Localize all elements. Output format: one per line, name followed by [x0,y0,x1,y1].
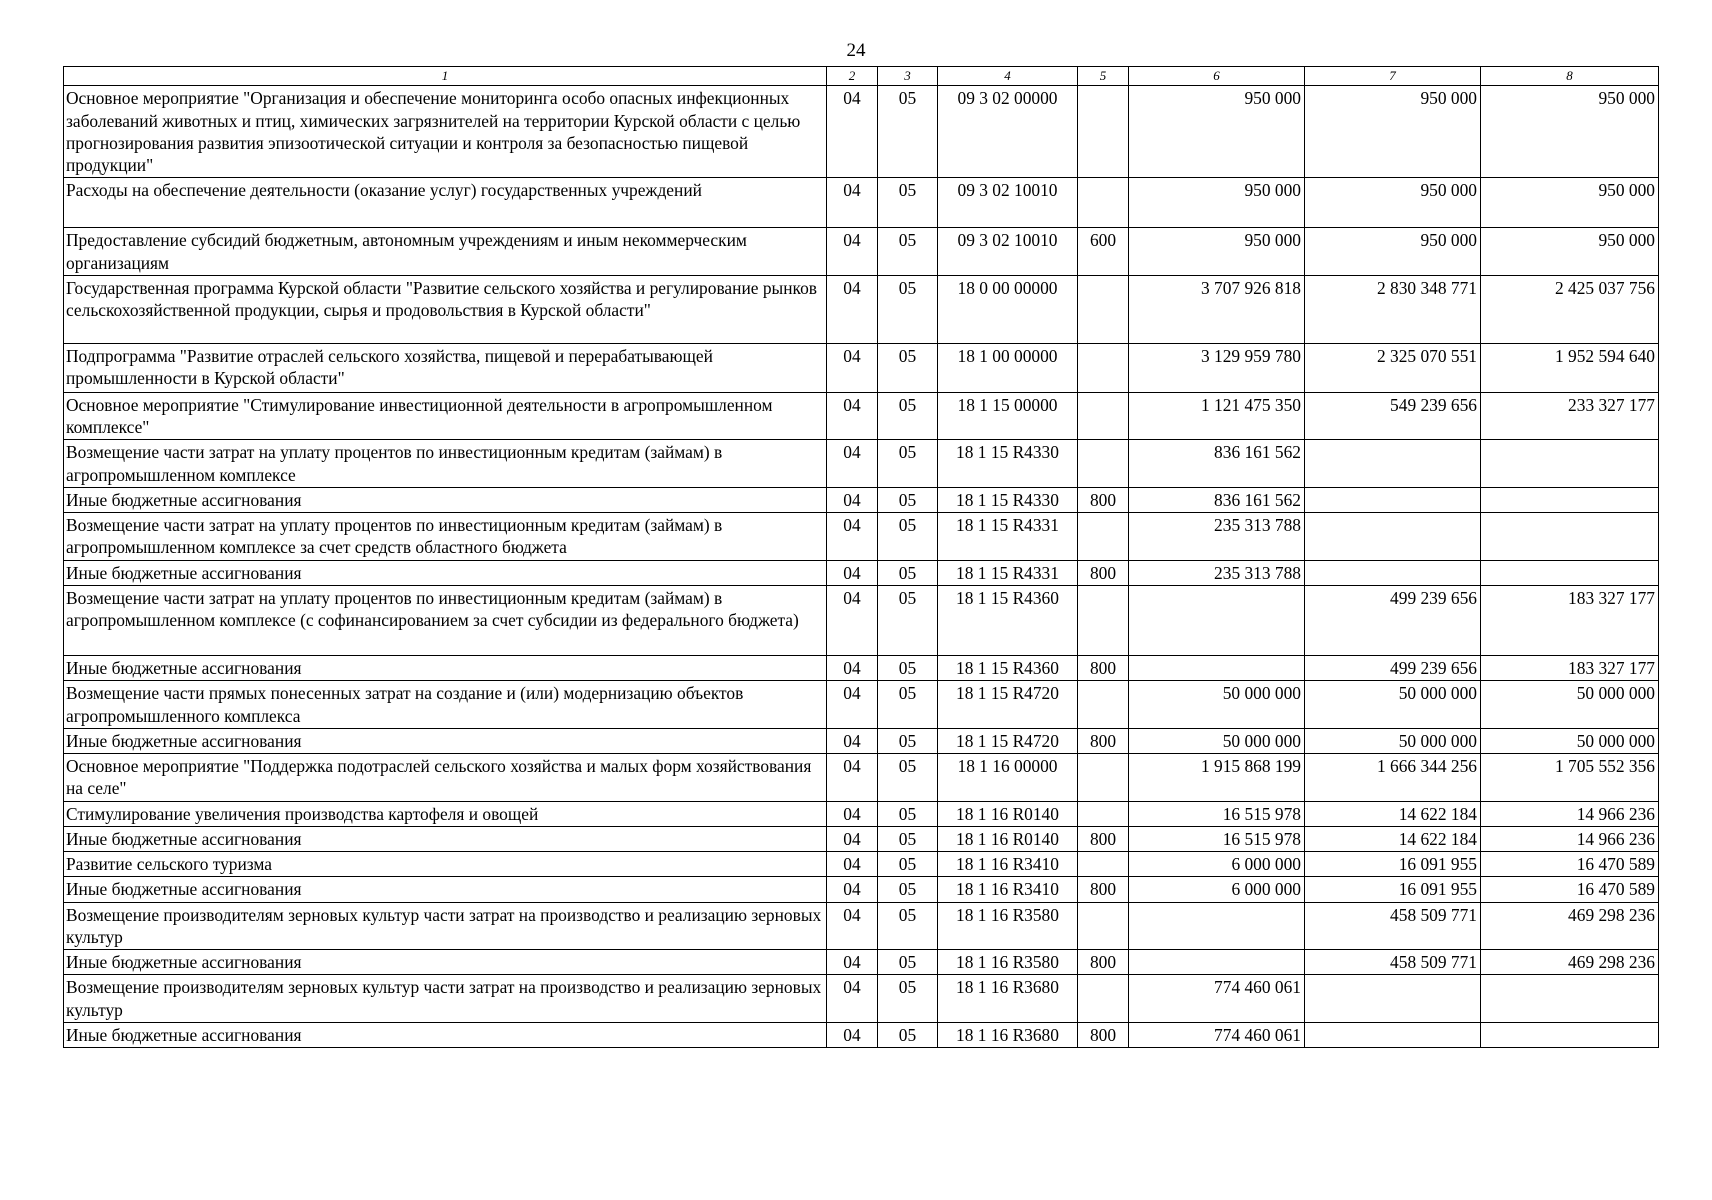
amount-col8-cell: 16 470 589 [1481,877,1659,902]
amount-col7-cell [1305,975,1481,1023]
column-header: 5 [1078,67,1129,86]
subsection-code-cell: 05 [878,343,938,392]
amount-col7-cell: 14 622 184 [1305,826,1481,851]
expense-type-cell: 600 [1078,228,1129,276]
expense-type-cell [1078,275,1129,343]
amount-col7-cell: 458 509 771 [1305,902,1481,950]
table-row [64,440,1659,488]
amount-col8-cell: 14 966 236 [1481,801,1659,826]
amount-col6-cell: 235 313 788 [1129,513,1305,561]
table-row [64,343,1659,392]
amount-col8-cell: 469 298 236 [1481,950,1659,975]
section-code-cell: 04 [827,586,878,656]
section-code-cell: 04 [827,975,878,1023]
amount-col8-cell [1481,487,1659,512]
table-row [64,586,1659,656]
section-code-cell: 04 [827,440,878,488]
target-article-cell: 18 1 15 R4330 [938,440,1078,488]
target-article-cell: 18 1 16 R0140 [938,801,1078,826]
table-row [64,560,1659,585]
table-row [64,826,1659,851]
target-article-cell: 09 3 02 10010 [938,178,1078,228]
amount-col8-cell [1481,975,1659,1023]
amount-col6-cell: 235 313 788 [1129,560,1305,585]
target-article-cell: 18 1 16 R3680 [938,1023,1078,1048]
subsection-code-cell: 05 [878,586,938,656]
amount-col7-cell: 16 091 955 [1305,877,1481,902]
column-header: 6 [1129,67,1305,86]
expense-type-cell: 800 [1078,656,1129,681]
amount-col7-cell: 950 000 [1305,86,1481,178]
table-row [64,656,1659,681]
subsection-code-cell: 05 [878,487,938,512]
subsection-code-cell: 05 [878,975,938,1023]
target-article-cell: 18 1 15 R4360 [938,656,1078,681]
subsection-code-cell: 05 [878,681,938,729]
row-name-cell: Возмещение части затрат на уплату процентов по инвестиционным кредитам (займам) в агропромышленном комплексе [64,440,827,488]
section-code-cell: 04 [827,754,878,802]
amount-col7-cell [1305,487,1481,512]
row-name-cell: Стимулирование увеличения производства картофеля и овощей [64,801,827,826]
subsection-code-cell: 05 [878,877,938,902]
table-row [64,275,1659,343]
row-name-cell: Иные бюджетные ассигнования [64,560,827,585]
table-row [64,728,1659,753]
row-name-cell: Основное мероприятие "Стимулирование инвестиционной деятельности в агропромышленном комплексе" [64,392,827,440]
target-article-cell: 18 0 00 00000 [938,275,1078,343]
expense-type-cell [1078,681,1129,729]
expense-type-cell [1078,178,1129,228]
amount-col6-cell: 3 707 926 818 [1129,275,1305,343]
amount-col8-cell [1481,440,1659,488]
amount-col7-cell: 950 000 [1305,228,1481,276]
section-code-cell: 04 [827,513,878,561]
section-code-cell: 04 [827,950,878,975]
amount-col6-cell [1129,656,1305,681]
amount-col8-cell: 1 952 594 640 [1481,343,1659,392]
row-name-cell: Подпрограмма "Развитие отраслей сельского хозяйства, пищевой и перерабатывающей промышленности в Курской области" [64,343,827,392]
column-header: 1 [64,67,827,86]
target-article-cell: 18 1 15 R4720 [938,681,1078,729]
target-article-cell: 18 1 16 R3580 [938,950,1078,975]
amount-col6-cell: 50 000 000 [1129,681,1305,729]
expense-type-cell [1078,586,1129,656]
expense-type-cell: 800 [1078,560,1129,585]
subsection-code-cell: 05 [878,754,938,802]
amount-col7-cell [1305,440,1481,488]
target-article-cell: 18 1 16 R3580 [938,902,1078,950]
section-code-cell: 04 [827,228,878,276]
page-number: 24 [846,40,866,61]
amount-col6-cell: 1 121 475 350 [1129,392,1305,440]
row-name-cell: Иные бюджетные ассигнования [64,656,827,681]
table-row [64,178,1659,228]
table-row [64,86,1659,178]
expense-type-cell: 800 [1078,728,1129,753]
column-header: 3 [878,67,938,86]
target-article-cell: 18 1 15 R4331 [938,560,1078,585]
subsection-code-cell: 05 [878,826,938,851]
subsection-code-cell: 05 [878,728,938,753]
table-row [64,392,1659,440]
target-article-cell: 18 1 00 00000 [938,343,1078,392]
section-code-cell: 04 [827,902,878,950]
row-name-cell: Развитие сельского туризма [64,852,827,877]
target-article-cell: 18 1 15 R4360 [938,586,1078,656]
amount-col8-cell: 2 425 037 756 [1481,275,1659,343]
row-name-cell: Иные бюджетные ассигнования [64,826,827,851]
table-row [64,487,1659,512]
expense-type-cell: 800 [1078,1023,1129,1048]
expense-type-cell [1078,754,1129,802]
expense-type-cell [1078,852,1129,877]
amount-col8-cell: 16 470 589 [1481,852,1659,877]
amount-col8-cell: 950 000 [1481,86,1659,178]
expense-type-cell: 800 [1078,950,1129,975]
subsection-code-cell: 05 [878,228,938,276]
amount-col7-cell [1305,560,1481,585]
section-code-cell: 04 [827,178,878,228]
amount-col8-cell [1481,513,1659,561]
expense-type-cell: 800 [1078,826,1129,851]
amount-col8-cell: 183 327 177 [1481,656,1659,681]
subsection-code-cell: 05 [878,392,938,440]
table-row [64,754,1659,802]
section-code-cell: 04 [827,656,878,681]
amount-col7-cell: 50 000 000 [1305,728,1481,753]
target-article-cell: 18 1 16 R3680 [938,975,1078,1023]
row-name-cell: Иные бюджетные ассигнования [64,877,827,902]
amount-col8-cell [1481,560,1659,585]
table-row [64,950,1659,975]
target-article-cell: 09 3 02 00000 [938,86,1078,178]
section-code-cell: 04 [827,728,878,753]
subsection-code-cell: 05 [878,1023,938,1048]
amount-col6-cell: 1 915 868 199 [1129,754,1305,802]
table-row [64,852,1659,877]
amount-col7-cell: 50 000 000 [1305,681,1481,729]
amount-col7-cell: 2 325 070 551 [1305,343,1481,392]
expense-type-cell [1078,392,1129,440]
amount-col7-cell: 16 091 955 [1305,852,1481,877]
amount-col6-cell: 16 515 978 [1129,826,1305,851]
amount-col6-cell: 6 000 000 [1129,877,1305,902]
subsection-code-cell: 05 [878,902,938,950]
target-article-cell: 18 1 16 R3410 [938,852,1078,877]
amount-col6-cell [1129,586,1305,656]
expense-type-cell [1078,440,1129,488]
amount-col7-cell: 950 000 [1305,178,1481,228]
table-row [64,801,1659,826]
amount-col7-cell: 1 666 344 256 [1305,754,1481,802]
subsection-code-cell: 05 [878,178,938,228]
table-row [64,513,1659,561]
row-name-cell: Государственная программа Курской области "Развитие сельского хозяйства и регулирование рынков сельскохозяйственной продукции, сырья и продовольствия в Курской области" [64,275,827,343]
subsection-code-cell: 05 [878,852,938,877]
table-row [64,877,1659,902]
amount-col7-cell: 499 239 656 [1305,656,1481,681]
amount-col6-cell: 950 000 [1129,228,1305,276]
subsection-code-cell: 05 [878,440,938,488]
subsection-code-cell: 05 [878,513,938,561]
expense-type-cell [1078,513,1129,561]
amount-col8-cell: 50 000 000 [1481,681,1659,729]
target-article-cell: 09 3 02 10010 [938,228,1078,276]
subsection-code-cell: 05 [878,656,938,681]
amount-col8-cell: 950 000 [1481,228,1659,276]
section-code-cell: 04 [827,801,878,826]
amount-col6-cell: 774 460 061 [1129,975,1305,1023]
subsection-code-cell: 05 [878,86,938,178]
amount-col7-cell: 14 622 184 [1305,801,1481,826]
row-name-cell: Возмещение части затрат на уплату процентов по инвестиционным кредитам (займам) в агропромышленном комплексе (с софинансированием за счет субсидии из федерального бюджета) [64,586,827,656]
expense-type-cell [1078,86,1129,178]
amount-col8-cell: 50 000 000 [1481,728,1659,753]
section-code-cell: 04 [827,560,878,585]
row-name-cell: Иные бюджетные ассигнования [64,1023,827,1048]
table-row [64,975,1659,1023]
amount-col6-cell: 774 460 061 [1129,1023,1305,1048]
section-code-cell: 04 [827,852,878,877]
amount-col7-cell: 2 830 348 771 [1305,275,1481,343]
column-header: 8 [1481,67,1659,86]
amount-col6-cell: 836 161 562 [1129,487,1305,512]
row-name-cell: Расходы на обеспечение деятельности (оказание услуг) государственных учреждений [64,178,827,228]
target-article-cell: 18 1 15 00000 [938,392,1078,440]
amount-col8-cell: 1 705 552 356 [1481,754,1659,802]
section-code-cell: 04 [827,392,878,440]
target-article-cell: 18 1 15 R4720 [938,728,1078,753]
amount-col7-cell [1305,513,1481,561]
expense-type-cell [1078,801,1129,826]
subsection-code-cell: 05 [878,275,938,343]
amount-col6-cell [1129,950,1305,975]
amount-col6-cell: 3 129 959 780 [1129,343,1305,392]
subsection-code-cell: 05 [878,560,938,585]
table-row [64,681,1659,729]
amount-col7-cell: 458 509 771 [1305,950,1481,975]
section-code-cell: 04 [827,826,878,851]
column-header: 7 [1305,67,1481,86]
table-row [64,228,1659,276]
row-name-cell: Иные бюджетные ассигнования [64,487,827,512]
amount-col6-cell [1129,902,1305,950]
amount-col6-cell: 950 000 [1129,178,1305,228]
row-name-cell: Иные бюджетные ассигнования [64,728,827,753]
section-code-cell: 04 [827,275,878,343]
row-name-cell: Основное мероприятие "Организация и обеспечение мониторинга особо опасных инфекционных заболеваний животных и птиц, химических загрязнителей на территории Курской области с целью прогнозирования развития эпизоотической ситуации и контроля за безопасностью пищевой продукции" [64,86,827,178]
amount-col8-cell: 233 327 177 [1481,392,1659,440]
amount-col6-cell: 836 161 562 [1129,440,1305,488]
amount-col6-cell: 950 000 [1129,86,1305,178]
amount-col8-cell: 950 000 [1481,178,1659,228]
section-code-cell: 04 [827,877,878,902]
amount-col7-cell: 549 239 656 [1305,392,1481,440]
expense-type-cell [1078,975,1129,1023]
amount-col6-cell: 50 000 000 [1129,728,1305,753]
subsection-code-cell: 05 [878,950,938,975]
expense-type-cell: 800 [1078,487,1129,512]
amount-col6-cell: 6 000 000 [1129,852,1305,877]
amount-col8-cell: 183 327 177 [1481,586,1659,656]
subsection-code-cell: 05 [878,801,938,826]
row-name-cell: Возмещение части прямых понесенных затрат на создание и (или) модернизацию объектов агропромышленного комплекса [64,681,827,729]
column-header-row [64,67,1659,86]
column-header: 2 [827,67,878,86]
amount-col8-cell [1481,1023,1659,1048]
expense-type-cell: 800 [1078,877,1129,902]
row-name-cell: Предоставление субсидий бюджетным, автономным учреждениям и иным некоммерческим организациям [64,228,827,276]
section-code-cell: 04 [827,681,878,729]
section-code-cell: 04 [827,1023,878,1048]
amount-col7-cell [1305,1023,1481,1048]
target-article-cell: 18 1 15 R4330 [938,487,1078,512]
section-code-cell: 04 [827,86,878,178]
row-name-cell: Возмещение части затрат на уплату процентов по инвестиционным кредитам (займам) в агропромышленном комплексе за счет средств областного бюджета [64,513,827,561]
target-article-cell: 18 1 16 R3410 [938,877,1078,902]
table-row [64,1023,1659,1048]
row-name-cell: Основное мероприятие "Поддержка подотраслей сельского хозяйства и малых форм хозяйствования на селе" [64,754,827,802]
amount-col8-cell: 14 966 236 [1481,826,1659,851]
row-name-cell: Возмещение производителям зерновых культур части затрат на производство и реализацию зерновых культур [64,902,827,950]
expense-type-cell [1078,902,1129,950]
target-article-cell: 18 1 16 R0140 [938,826,1078,851]
section-code-cell: 04 [827,487,878,512]
target-article-cell: 18 1 16 00000 [938,754,1078,802]
amount-col6-cell: 16 515 978 [1129,801,1305,826]
amount-col7-cell: 499 239 656 [1305,586,1481,656]
table-row [64,902,1659,950]
budget-table [63,66,1659,1048]
section-code-cell: 04 [827,343,878,392]
expense-type-cell [1078,343,1129,392]
target-article-cell: 18 1 15 R4331 [938,513,1078,561]
row-name-cell: Возмещение производителям зерновых культур части затрат на производство и реализацию зерновых культур [64,975,827,1023]
row-name-cell: Иные бюджетные ассигнования [64,950,827,975]
column-header: 4 [938,67,1078,86]
amount-col8-cell: 469 298 236 [1481,902,1659,950]
